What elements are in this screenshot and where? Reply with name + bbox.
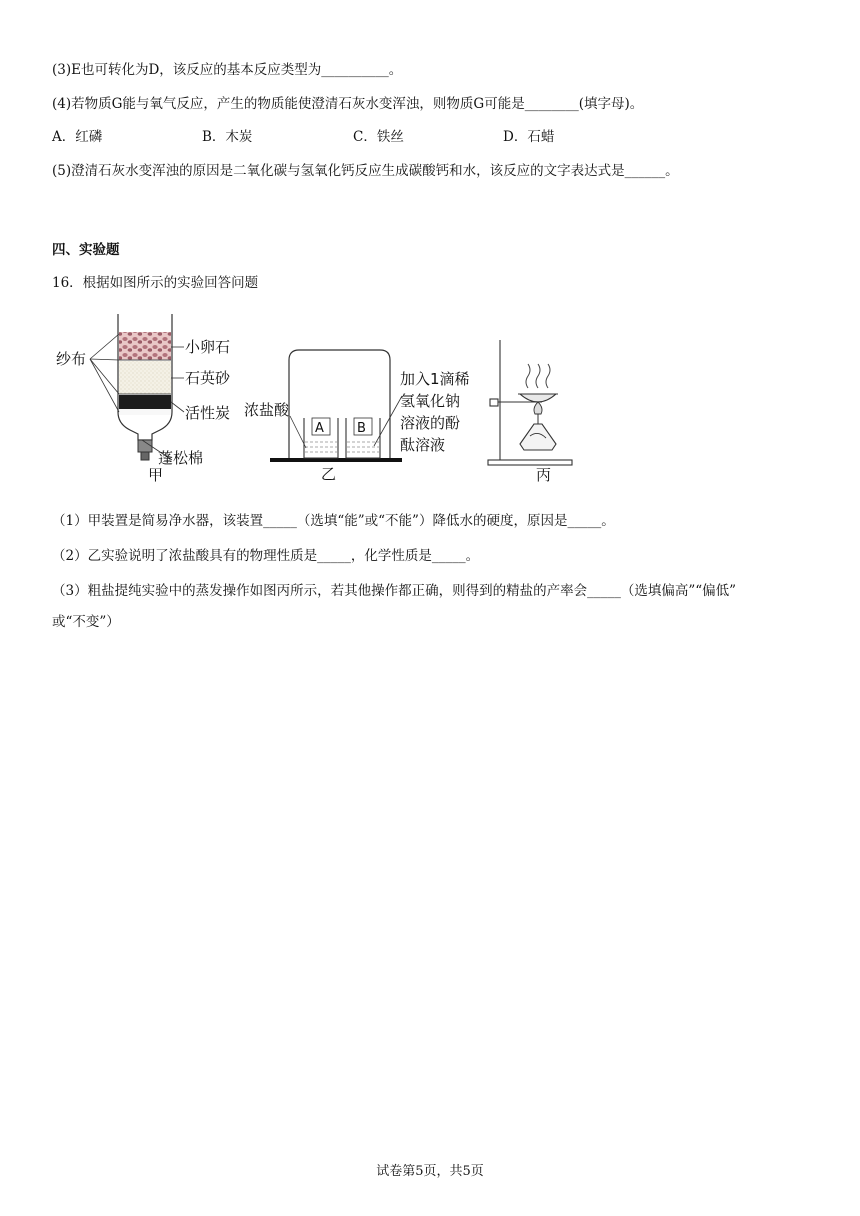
figure-label-jia: 甲 bbox=[148, 466, 164, 482]
figure-label-bing: 丙 bbox=[536, 466, 552, 482]
pebble-layer bbox=[119, 332, 171, 360]
evaporating-dish bbox=[518, 394, 558, 402]
option-b: B．木炭 bbox=[202, 129, 253, 145]
base-plate bbox=[270, 458, 402, 462]
sand-layer bbox=[119, 361, 171, 394]
note-line-3: 溶液的酚 bbox=[400, 414, 461, 432]
carbon-layer bbox=[119, 395, 171, 409]
label-pebbles: 小卵石 bbox=[185, 338, 231, 356]
question-16-sub-2: （2）乙实验说明了浓盐酸具有的物理性质是_____，化学性质是_____。 bbox=[52, 548, 480, 564]
option-c: C．铁丝 bbox=[353, 129, 404, 145]
beaker-b-label: B bbox=[357, 421, 366, 436]
question-16-sub-1: （1）甲装置是简易净水器，该装置_____（选填“能”或“不能”）降低水的硬度，原因是_____。 bbox=[52, 513, 615, 529]
figure-bing-evaporation bbox=[480, 336, 580, 482]
label-gauze: 纱布 bbox=[56, 350, 87, 368]
question-3: (3)E也可转化为D，该反应的基本反应类型为__________。 bbox=[52, 62, 403, 78]
figure-yi-beakers bbox=[242, 330, 492, 482]
stand-base bbox=[488, 460, 572, 465]
alcohol-lamp bbox=[520, 402, 556, 450]
question-16-sub-3a: （3）粗盐提纯实验中的蒸发操作如图丙所示，若其他操作都正确，则得到的精盐的产率会_____（选填偏高”“偏低” bbox=[52, 583, 737, 599]
label-sand: 石英砂 bbox=[185, 369, 231, 387]
section-title: 四、实验题 bbox=[52, 242, 120, 258]
label-conc-hcl: 浓盐酸 bbox=[244, 401, 290, 419]
question-4: (4)若物质G能与氧气反应，产生的物质能使澄清石灰水变浑浊，则物质G可能是________(填字母)。 bbox=[52, 96, 644, 112]
figure-label-yi: 乙 bbox=[321, 465, 337, 482]
question-5: (5)澄清石灰水变浑浊的原因是二氧化碳与氢氧化钙反应生成碳酸钙和水，该反应的文字表达式是______。 bbox=[52, 163, 679, 179]
option-a: A．红磷 bbox=[52, 129, 103, 145]
question-16-stem: 16．根据如图所示的实验回答问题 bbox=[52, 275, 259, 291]
figure-jia-water-filter bbox=[52, 312, 252, 482]
page-footer: 试卷第5页，共5页 bbox=[376, 1164, 484, 1179]
note-line-1: 加入1滴稀 bbox=[400, 370, 470, 388]
note-line-2: 氢氧化钠 bbox=[400, 392, 461, 410]
vapor bbox=[526, 364, 550, 388]
question-16-sub-3b: 或“不变”） bbox=[52, 614, 120, 630]
beaker-a-label: A bbox=[315, 421, 324, 436]
option-d: D．石蜡 bbox=[503, 129, 555, 145]
label-carbon: 活性炭 bbox=[185, 404, 231, 422]
note-line-4: 酞溶液 bbox=[400, 436, 446, 454]
label-cotton: 蓬松棉 bbox=[158, 449, 204, 467]
cotton-layer bbox=[119, 409, 171, 415]
